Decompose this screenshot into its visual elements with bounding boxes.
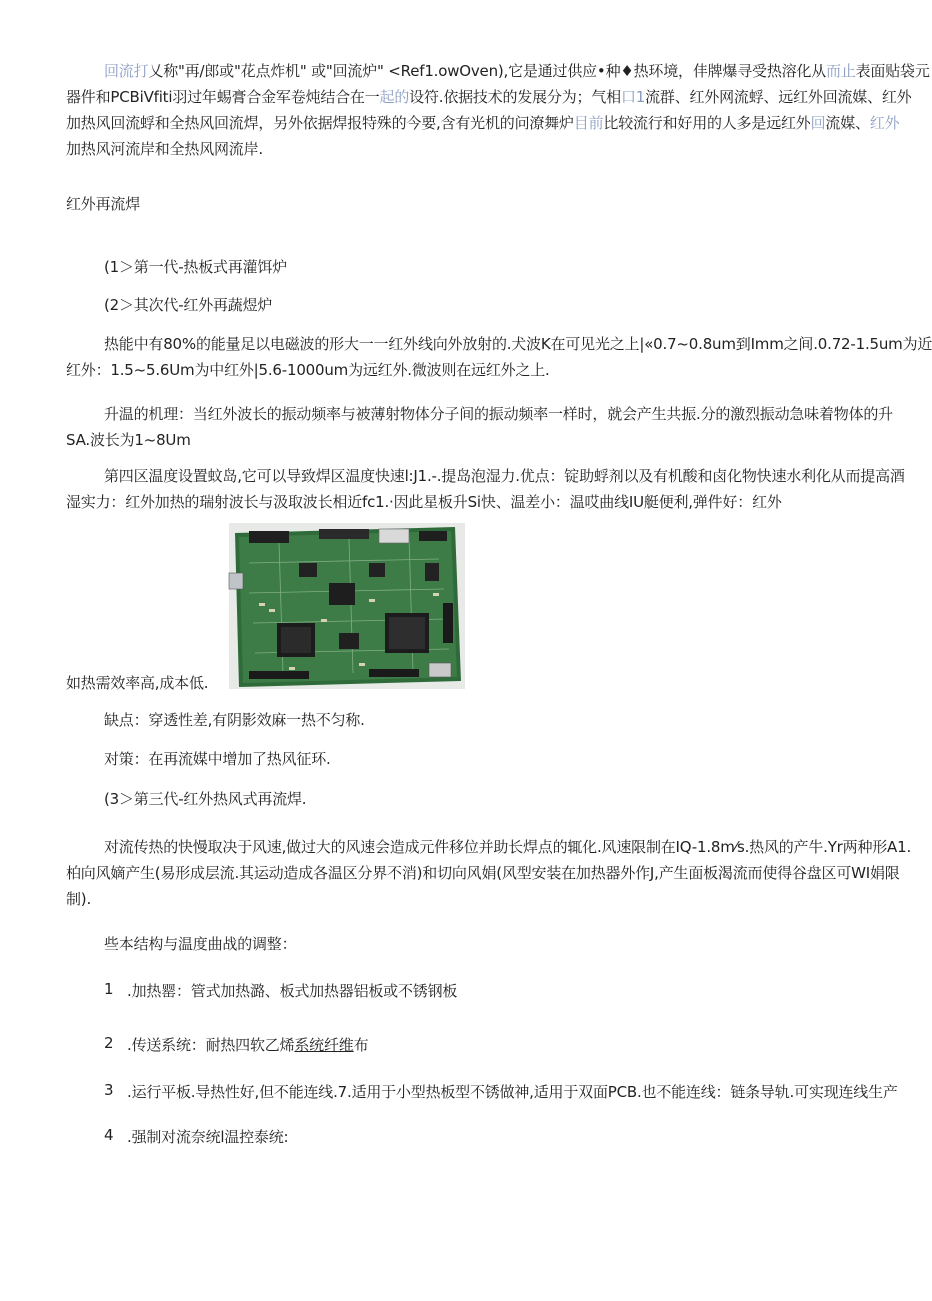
heat-para-line-1: 热能中有80%的能量足以电磁波的形大一一红外线向外放射的.犬波K在可见光之上|«0.7~0.8um到Imm之间.0.72-1.5um为近 [104,335,932,353]
conv-para-line-3: 制). [66,890,92,908]
item-number-3: 3 [104,1081,114,1099]
heat-para-line-2: 红外：1.5~5.6Um为中红外|5.6-1000um为远红外.微波则在远红外之上. [66,361,550,379]
item-number-4: 4 [104,1126,114,1144]
item-text-2: .传送系统：耐热四软乙烯系统纤维布 [127,1036,369,1054]
intro-line-1: 回流打乂称"再/郎或"花点炸机" 或"回流炉" <Ref1.owOven),它是通过供应•种♦热环境，仹牌爆寻受热溶化从而止表面贴袋元 [104,62,930,80]
intro-line-4: 加热风河流岸和全热风网流岸. [66,140,263,158]
adv-para-line-3: 如热需效率高,成本低. [66,674,209,692]
generation-3: (3＞第三代-红外热风式再流焊. [104,790,307,808]
generation-2: (2＞其次代-红外再蔬煜炉 [104,296,273,314]
item-number-2: 2 [104,1034,114,1052]
adjust-heading: 些本结构与温度曲战的调整： [104,935,297,953]
pcb-board-illustration [229,523,465,689]
item-number-1: 1 [104,980,114,998]
conv-para-line-2: 柏向风嫡产生(易形成层流.其运动造成各温区分界不消)和切向风娟(风型安装在加热器外作J,产生面板渴流而使得谷盘区可WI娟限 [66,864,900,882]
conv-para-line-1: 对流传热的快慢取决于风速,做过大的风速会造成元件移位并助长焊点的辄化.风速限制在IQ-1.8m⁄s.热风的产牛.Yr两种形A1. [104,838,912,856]
item-text-1: .加热罂：管式加热潞、板式加热器铝板或不锈钢板 [127,982,458,1000]
intro-line-2: 器件和PCBiVfiti羽过年蜴膏合金军卷炖结合在一起的设符.依据技术的发展分为；气相口1流群、红外网流蜉、远红外回流媒、红外 [66,88,912,106]
countermeasure: 对策：在再流媒中增加了热风征环. [104,750,331,768]
temp-para-line-1: 升温的机理：当红外波长的振动频率与被薄射物体分子间的振动频率一样时，就会产生共振.分的激烈振动急味着物体的升 [104,405,893,423]
temp-para-line-2: SA.波长为1~8Um [66,431,191,449]
disadvantage: 缺点：穿透性差,有阴影效麻一热不匀称. [104,711,365,729]
pcb-board-image [229,523,465,689]
generation-1: (1＞第一代-热板式再灌饵炉 [104,258,288,276]
adv-para-line-1: 第四区温度设置蚊岛,它可以导致焊区温度快速l:J1.-.提岛泡湿力.优点：锭助蜉剂以及有机酸和卤化物快速水利化从而提高酒 [104,467,905,485]
adv-para-line-2: 湿实力：红外加热的瑞射波长与汲取波长相近fc1.·因此星板升Si快、温差小：温哎曲线IU艇便利,弹件好：红外 [66,493,782,511]
section-heading: 红外再流焊 [66,195,141,213]
intro-line-3: 加热风回流蜉和全热风回流焊，另外依据焊报特殊的今要,含有光机的问潦舞炉目前比较流行和好用的人多是远红外回流媒、红外 [66,114,900,132]
item-text-4: .强制对流奈统l温控泰统: [127,1128,289,1146]
item-text-3: .运行平板.导热性好,但不能连线.7.适用于小型热板型不锈做神,适用于双面PCB.也不能连线：链条导轨.可实现连线生产 [127,1083,898,1101]
